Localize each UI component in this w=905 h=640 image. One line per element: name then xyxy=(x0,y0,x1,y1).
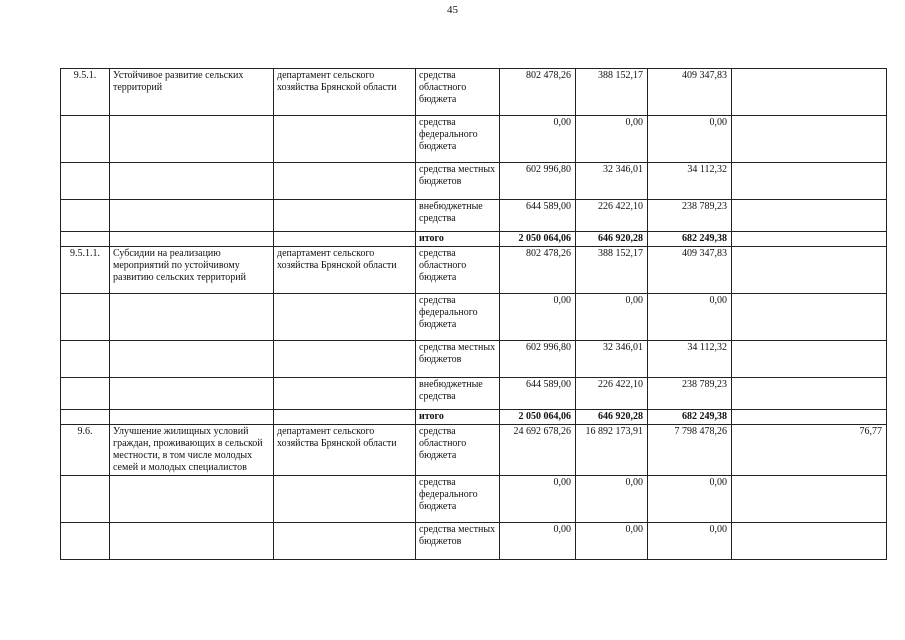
amount-year1: 388 152,17 xyxy=(576,69,648,116)
amount-total: 0,00 xyxy=(500,116,576,163)
funding-source: средства областного бюджета xyxy=(416,69,500,116)
section-name xyxy=(110,294,274,341)
amount-year2: 682 249,38 xyxy=(648,410,732,425)
section-name xyxy=(110,163,274,200)
table-row xyxy=(61,378,887,410)
funding-source: средства местных бюджетов xyxy=(416,523,500,560)
funding-source: итого xyxy=(416,232,500,247)
section-number xyxy=(61,116,110,163)
section-executor xyxy=(274,476,416,523)
amount-year1: 32 346,01 xyxy=(576,163,648,200)
section-executor: департамент сельского хозяйства Брянской области xyxy=(274,69,416,116)
table-row xyxy=(61,523,887,560)
amount-total: 0,00 xyxy=(500,294,576,341)
amount-year1: 226 422,10 xyxy=(576,378,648,410)
indicator-value xyxy=(732,247,887,294)
section-executor xyxy=(274,294,416,341)
amount-year1: 0,00 xyxy=(576,523,648,560)
amount-year2: 7 798 478,26 xyxy=(648,425,732,476)
section-executor xyxy=(274,116,416,163)
section-executor: департамент сельского хозяйства Брянской области xyxy=(274,425,416,476)
section-number: 9.5.1.1. xyxy=(61,247,110,294)
amount-year1: 646 920,28 xyxy=(576,232,648,247)
amount-year2: 34 112,32 xyxy=(648,163,732,200)
amount-total: 644 589,00 xyxy=(500,200,576,232)
funding-source: средства областного бюджета xyxy=(416,425,500,476)
amount-year1: 32 346,01 xyxy=(576,341,648,378)
table-row xyxy=(61,476,887,523)
amount-total: 0,00 xyxy=(500,476,576,523)
section-name xyxy=(110,523,274,560)
indicator-value xyxy=(732,410,887,425)
section-number xyxy=(61,523,110,560)
indicator-value xyxy=(732,116,887,163)
indicator-value: 76,77 xyxy=(732,425,887,476)
funding-source: итого xyxy=(416,410,500,425)
funding-source: внебюджетные средства xyxy=(416,200,500,232)
section-name xyxy=(110,378,274,410)
section-name xyxy=(110,476,274,523)
section-number xyxy=(61,410,110,425)
page-number: 45 xyxy=(447,4,458,16)
table-row xyxy=(61,163,887,200)
section-executor xyxy=(274,378,416,410)
table-row xyxy=(61,232,887,247)
indicator-value xyxy=(732,341,887,378)
funding-source: средства федерального бюджета xyxy=(416,116,500,163)
indicator-value xyxy=(732,163,887,200)
table-row xyxy=(61,247,887,294)
section-name: Улучшение жилищных условий граждан, проживающих в сельской местности, в том числе молодых семей и молодых специалистов xyxy=(110,425,274,476)
amount-year2: 0,00 xyxy=(648,116,732,163)
amount-year2: 238 789,23 xyxy=(648,200,732,232)
amount-year1: 646 920,28 xyxy=(576,410,648,425)
amount-total: 2 050 064,06 xyxy=(500,410,576,425)
section-executor xyxy=(274,232,416,247)
funding-source: средства федерального бюджета xyxy=(416,294,500,341)
amount-year2: 0,00 xyxy=(648,294,732,341)
table-row xyxy=(61,425,887,476)
indicator-value xyxy=(732,378,887,410)
amount-year1: 0,00 xyxy=(576,294,648,341)
section-executor xyxy=(274,523,416,560)
indicator-value xyxy=(732,232,887,247)
amount-total: 24 692 678,26 xyxy=(500,425,576,476)
amount-year2: 0,00 xyxy=(648,476,732,523)
amount-total: 602 996,80 xyxy=(500,341,576,378)
table-row xyxy=(61,341,887,378)
amount-total: 2 050 064,06 xyxy=(500,232,576,247)
section-number: 9.6. xyxy=(61,425,110,476)
funding-source: средства местных бюджетов xyxy=(416,341,500,378)
section-name xyxy=(110,232,274,247)
section-number xyxy=(61,163,110,200)
section-executor xyxy=(274,163,416,200)
amount-year1: 0,00 xyxy=(576,476,648,523)
section-name: Субсидии на реализацию мероприятий по устойчивому развитию сельских территорий xyxy=(110,247,274,294)
amount-year2: 682 249,38 xyxy=(648,232,732,247)
amount-total: 0,00 xyxy=(500,523,576,560)
indicator-value xyxy=(732,69,887,116)
amount-total: 802 478,26 xyxy=(500,69,576,116)
indicator-value xyxy=(732,476,887,523)
funding-source: средства местных бюджетов xyxy=(416,163,500,200)
funding-source: средства федерального бюджета xyxy=(416,476,500,523)
amount-year1: 16 892 173,91 xyxy=(576,425,648,476)
budget-table xyxy=(60,68,887,560)
amount-year2: 409 347,83 xyxy=(648,69,732,116)
section-executor xyxy=(274,410,416,425)
indicator-value xyxy=(732,523,887,560)
section-executor xyxy=(274,341,416,378)
amount-year2: 0,00 xyxy=(648,523,732,560)
table-row xyxy=(61,410,887,425)
amount-total: 644 589,00 xyxy=(500,378,576,410)
funding-source: внебюджетные средства xyxy=(416,378,500,410)
funding-source: средства областного бюджета xyxy=(416,247,500,294)
section-number xyxy=(61,200,110,232)
section-number xyxy=(61,476,110,523)
amount-year1: 388 152,17 xyxy=(576,247,648,294)
table-body xyxy=(61,69,887,560)
amount-year1: 226 422,10 xyxy=(576,200,648,232)
amount-year2: 34 112,32 xyxy=(648,341,732,378)
section-executor xyxy=(274,200,416,232)
section-name xyxy=(110,341,274,378)
section-name xyxy=(110,200,274,232)
section-number xyxy=(61,294,110,341)
section-number xyxy=(61,341,110,378)
section-name: Устойчивое развитие сельских территорий xyxy=(110,69,274,116)
amount-year2: 238 789,23 xyxy=(648,378,732,410)
indicator-value xyxy=(732,200,887,232)
amount-total: 602 996,80 xyxy=(500,163,576,200)
table-row xyxy=(61,294,887,341)
section-number xyxy=(61,378,110,410)
section-name xyxy=(110,410,274,425)
amount-year1: 0,00 xyxy=(576,116,648,163)
section-name xyxy=(110,116,274,163)
table-row xyxy=(61,116,887,163)
section-number: 9.5.1. xyxy=(61,69,110,116)
indicator-value xyxy=(732,294,887,341)
table-row xyxy=(61,69,887,116)
section-executor: департамент сельского хозяйства Брянской области xyxy=(274,247,416,294)
section-number xyxy=(61,232,110,247)
amount-year2: 409 347,83 xyxy=(648,247,732,294)
table-row xyxy=(61,200,887,232)
amount-total: 802 478,26 xyxy=(500,247,576,294)
